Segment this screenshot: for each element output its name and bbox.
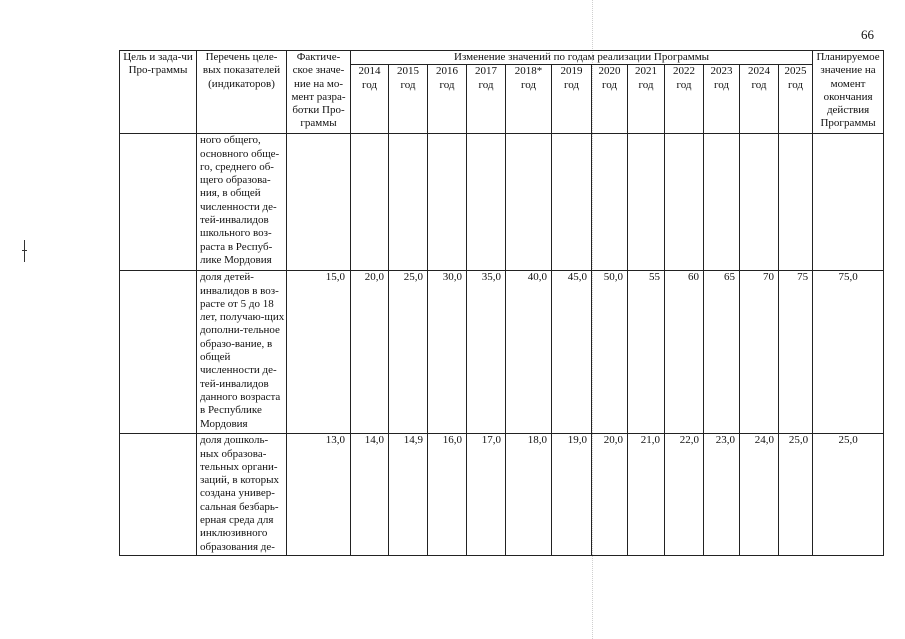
year-value: 23,0 [704,434,740,556]
actual-value [287,134,351,271]
year-value [740,134,779,271]
year-value: 17,0 [467,434,506,556]
year-value: 25,0 [779,434,813,556]
year-value: 16,0 [428,434,467,556]
goal-cell [120,134,197,271]
year-value: 20,0 [592,434,628,556]
year-value: 55 [628,271,665,434]
year-value [428,134,467,271]
year-value: 65 [704,271,740,434]
year-header: 2019 год [552,65,592,134]
indicator-cell: ного общего, основного обще-го, среднего об-щего образова-ния, в общей численности де-тей-инвалидов школьного воз-раста в Респуб-лике Мордовия [197,134,287,271]
indicator-cell: доля дошколь-ных образова-тельных органи-заций, в которых создана универ-сальная безбарь-ерная среда для инклюзивного образования де- [197,434,287,556]
actual-value: 13,0 [287,434,351,556]
year-header: 2018* год [506,65,552,134]
year-value: 21,0 [628,434,665,556]
year-header: 2017 год [467,65,506,134]
planned-value [813,134,884,271]
header-row [120,51,884,65]
year-value [779,134,813,271]
year-header: 2022 год [665,65,704,134]
year-value [704,134,740,271]
year-header: 2016 год [428,65,467,134]
table-row [120,434,884,556]
year-value: 45,0 [552,271,592,434]
goal-cell [120,271,197,434]
year-value: 20,0 [351,271,389,434]
year-header: 2021 год [628,65,665,134]
table-row [120,271,884,434]
table-row [120,134,884,271]
year-value: 40,0 [506,271,552,434]
year-header: 2015 год [389,65,428,134]
year-value [467,134,506,271]
year-value: 70 [740,271,779,434]
year-value: 30,0 [428,271,467,434]
goal-header: Цель и зада-чи Про-граммы [120,51,197,134]
indicator-header: Перечень целе-вых показателей (индикаторов) [197,51,287,134]
year-header: 2024 год [740,65,779,134]
goal-cell [120,434,197,556]
year-value: 35,0 [467,271,506,434]
year-value [592,134,628,271]
years-span-header: Изменение значений по годам реализации Программы [351,51,813,65]
margin-tick [22,250,27,251]
year-value: 24,0 [740,434,779,556]
year-value [389,134,428,271]
year-value [552,134,592,271]
indicator-cell: доля детей-инвалидов в воз-расте от 5 до 18 лет, получаю-щих дополни-тельное образо-вание, в общей численности де-тей-инвалидов данного возраста в Республике Мордовия [197,271,287,434]
year-value: 14,9 [389,434,428,556]
year-value [351,134,389,271]
planned-value: 75,0 [813,271,884,434]
year-value: 19,0 [552,434,592,556]
margin-mark [24,240,25,262]
year-value [628,134,665,271]
planned-header: Планируемое значение на момент окончания действия Программы [813,51,884,134]
year-header: 2023 год [704,65,740,134]
year-value [506,134,552,271]
year-header: 2025 год [779,65,813,134]
year-value: 25,0 [389,271,428,434]
page-number: 66 [861,27,874,42]
actual-header: Фактиче-ское значе-ние на мо-мент разра-ботки Про-граммы [287,51,351,134]
year-value: 14,0 [351,434,389,556]
year-header: 2020 год [592,65,628,134]
indicators-table [119,50,884,556]
year-value: 22,0 [665,434,704,556]
actual-value: 15,0 [287,271,351,434]
year-value: 50,0 [592,271,628,434]
year-value: 18,0 [506,434,552,556]
planned-value: 25,0 [813,434,884,556]
year-header: 2014 год [351,65,389,134]
year-value: 60 [665,271,704,434]
year-value [665,134,704,271]
year-value: 75 [779,271,813,434]
